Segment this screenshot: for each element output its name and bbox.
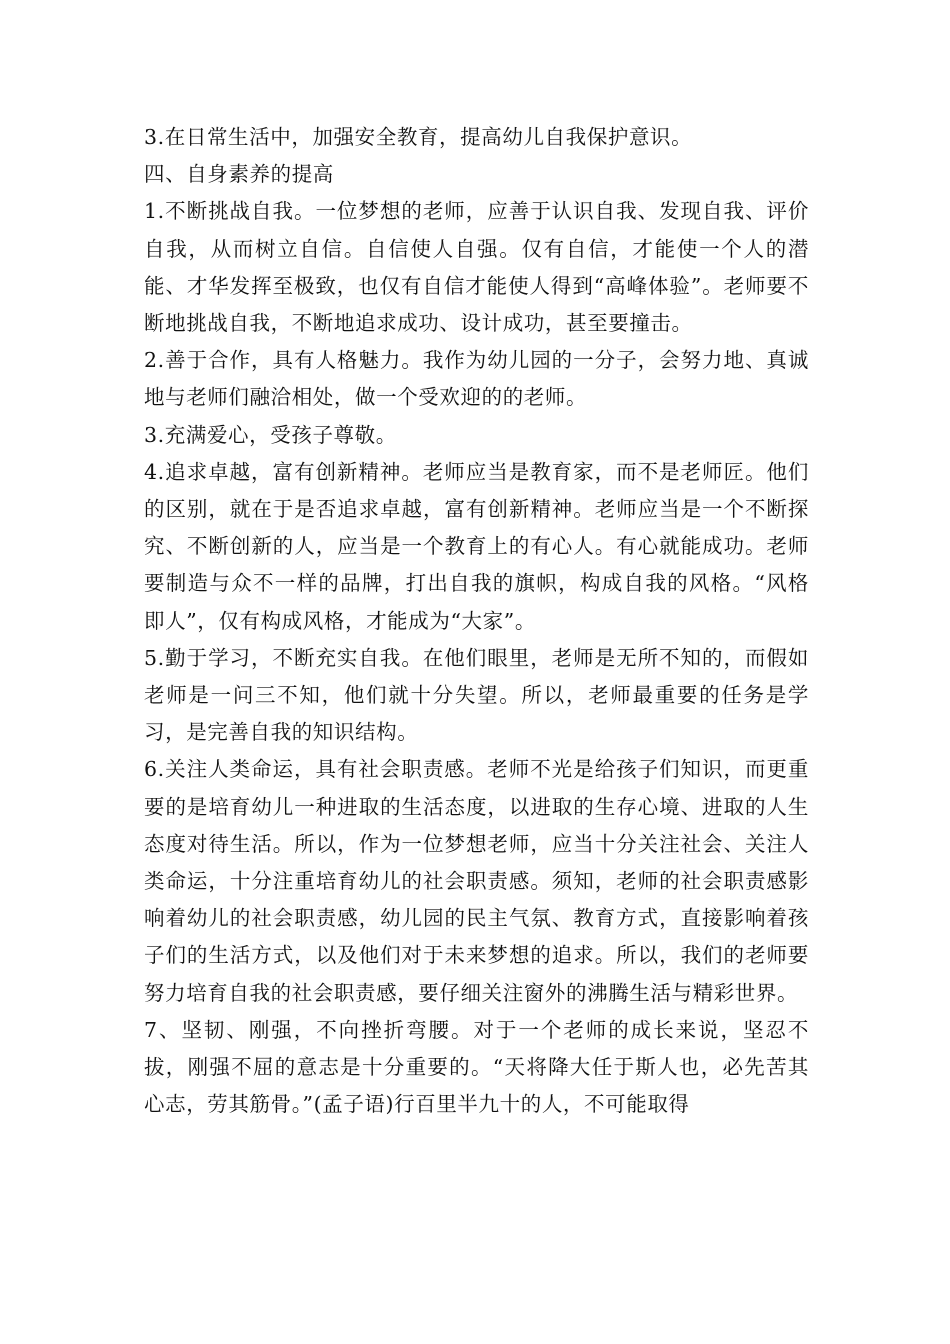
paragraph-cooperation: 2.善于合作，具有人格魅力。我作为幼儿园的一分子，会努力地、真诚地与老师们融洽相处，做一个受欢迎的的老师。 bbox=[144, 348, 809, 410]
section-heading-self-improvement: 四、自身素养的提高 bbox=[144, 162, 334, 187]
paragraph-challenge-self: 1.不断挑战自我。一位梦想的老师，应善于认识自我、发现自我、评价自我，从而树立自信。自信使人自强。仅有自信，才能使一个人的潜能、才华发挥至极致，也仅有自信才能使人得到“高峰体验”。老师要不断地挑战自我，不断地追求成功、设计成功，甚至要撞击。 bbox=[144, 199, 809, 336]
paragraph-excellence: 4.追求卓越，富有创新精神。老师应当是教育家，而不是老师匠。他们的区别，就在于是否追求卓越，富有创新精神。老师应当是一个不断探究、不断创新的人，应当是一个教育上的有心人。有心就能成功。老师要制造与众不一样的品牌，打出自我的旗帜，构成自我的风格。“风格即人”，仅有构成风格，才能成为“大家”。 bbox=[144, 459, 809, 633]
paragraph-safety-education: 3.在日常生活中，加强安全教育，提高幼儿自我保护意识。 bbox=[144, 125, 693, 149]
paragraph-social-responsibility: 6.关注人类命运，具有社会职责感。老师不光是给孩子们知识，而更重要的是培育幼儿一种进取的生活态度，以进取的生存心境、进取的人生态度对待生活。所以，作为一位梦想老师，应当十分关注社会、关注人类命运，十分注重培育幼儿的社会职责感。须知，老师的社会职责感影响着幼儿的社会职责感，幼儿园的民主气氛、教育方式，直接影响着孩子们的生活方式，以及他们对于未来梦想的追求。所以，我们的老师要努力培育自我的社会职责感，要仔细关注窗外的沸腾生活与精彩世界。 bbox=[144, 757, 809, 1005]
paragraph-perseverance: 7、坚韧、刚强，不向挫折弯腰。对于一个老师的成长来说，坚忍不拔，刚强不屈的意志是十分重要的。“天将降大任于斯人也，必先苦其心志，劳其筋骨。”(孟子语)行百里半九十的人，不可能取得 bbox=[144, 1017, 809, 1117]
paragraph-love: 3.充满爱心，受孩子尊敬。 bbox=[144, 422, 397, 447]
paragraph-learning: 5.勤于学习，不断充实自我。在他们眼里，老师是无所不知的，而假如老师是一问三不知，他们就十分失望。所以，老师最重要的任务是学习，是完善自我的知识结构。 bbox=[144, 645, 809, 745]
document-body bbox=[144, 119, 809, 1123]
